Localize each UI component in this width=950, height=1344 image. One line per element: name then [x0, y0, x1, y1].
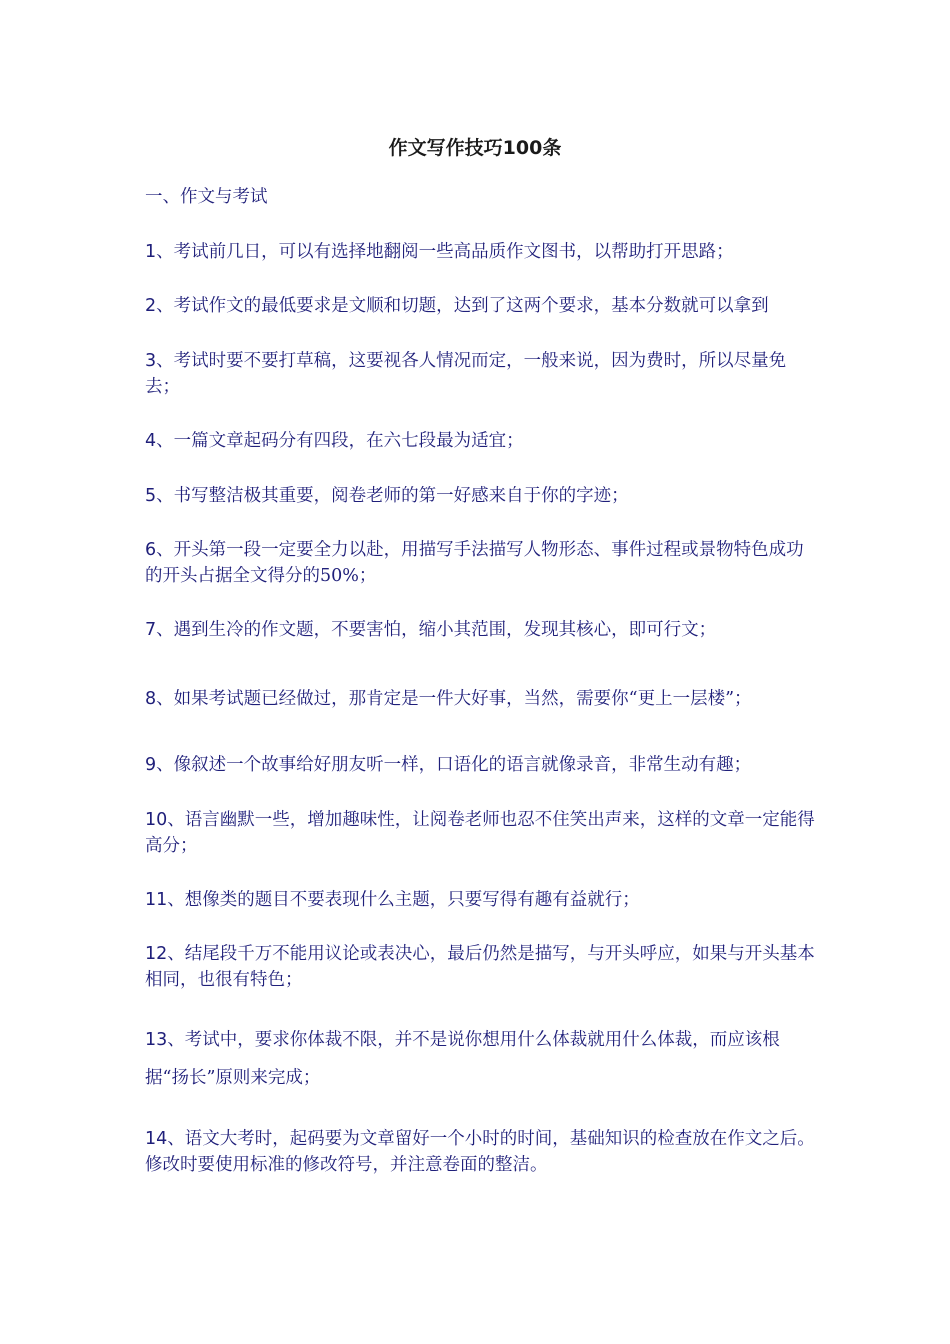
- item-text: 、书写整洁极其重要，阅卷老师的第一好感来自于你的字迹；: [156, 486, 629, 506]
- list-item: [145, 617, 815, 643]
- item-text: 、结尾段千万不能用议论或表决心，最后仍然是描写，与开头呼应，如果与开头基本相同，也很有特色；: [145, 944, 815, 990]
- list-item: [145, 941, 815, 993]
- list-item: [145, 239, 815, 265]
- item-text: 、遇到生冷的作文题，不要害怕，缩小其范围，发现其核心，即可行文；: [156, 620, 717, 640]
- item-text: 、考试中，要求你体裁不限，并不是说你想用什么体裁就用什么体裁，而应该根据“扬长”原则来完成；: [145, 1030, 780, 1088]
- list-item: [145, 348, 815, 400]
- item-number: 1: [145, 242, 157, 262]
- list-item: [145, 807, 815, 859]
- list-item: [145, 686, 815, 712]
- list-item: [145, 483, 815, 509]
- document-title: 作文写作技巧100条: [388, 137, 562, 159]
- item-number: 7: [145, 620, 157, 640]
- list-item: [145, 1126, 815, 1178]
- item-number: 2: [145, 296, 157, 316]
- item-number: 5: [145, 486, 157, 506]
- item-number: 13: [145, 1030, 168, 1050]
- list-item: [145, 1021, 815, 1097]
- item-text: 、语言幽默一些，增加趣味性，让阅卷老师也忍不住笑出声来，这样的文章一定能得高分；: [145, 810, 815, 856]
- item-number: 10: [145, 810, 168, 830]
- item-text: 、考试时要不要打草稿，这要视各人情况而定，一般来说，因为费时，所以尽量免去；: [145, 351, 787, 397]
- item-text: 、开头第一段一定要全力以赴，用描写手法描写人物形态、事件过程或景物特色成功的开头占据全文得分的50%；: [145, 540, 804, 586]
- list-item: [145, 537, 815, 589]
- item-text: 、一篇文章起码分有四段，在六七段最为适宜；: [156, 431, 524, 451]
- item-text: 、如果考试题已经做过，那肯定是一件大好事，当然，需要你“更上一层楼”；: [156, 689, 752, 709]
- section-heading: 一、作文与考试: [145, 187, 268, 207]
- item-text: 、想像类的题目不要表现什么主题，只要写得有趣有益就行；: [167, 890, 640, 910]
- item-number: 8: [145, 689, 157, 709]
- list-item: [145, 752, 815, 778]
- item-text: 、像叙述一个故事给好朋友听一样，口语化的语言就像录音，非常生动有趣；: [156, 755, 752, 775]
- item-number: 3: [145, 351, 157, 371]
- item-text: 、考试前几日，可以有选择地翻阅一些高品质作文图书，以帮助打开思路；: [156, 242, 734, 262]
- item-number: 11: [145, 890, 168, 910]
- item-text: 、语文大考时，起码要为文章留好一个小时的时间，基础知识的检查放在作文之后。修改时要使用标准的修改符号，并注意卷面的整洁。: [145, 1129, 815, 1175]
- item-number: 6: [145, 540, 157, 560]
- item-text: 、考试作文的最低要求是文顺和切题，达到了这两个要求，基本分数就可以拿到: [156, 296, 769, 316]
- item-number: 14: [145, 1129, 168, 1149]
- list-item: [145, 293, 815, 319]
- item-number: 12: [145, 944, 168, 964]
- item-number: 4: [145, 431, 157, 451]
- list-item: [145, 887, 815, 913]
- list-item: [145, 428, 815, 454]
- item-number: 9: [145, 755, 157, 775]
